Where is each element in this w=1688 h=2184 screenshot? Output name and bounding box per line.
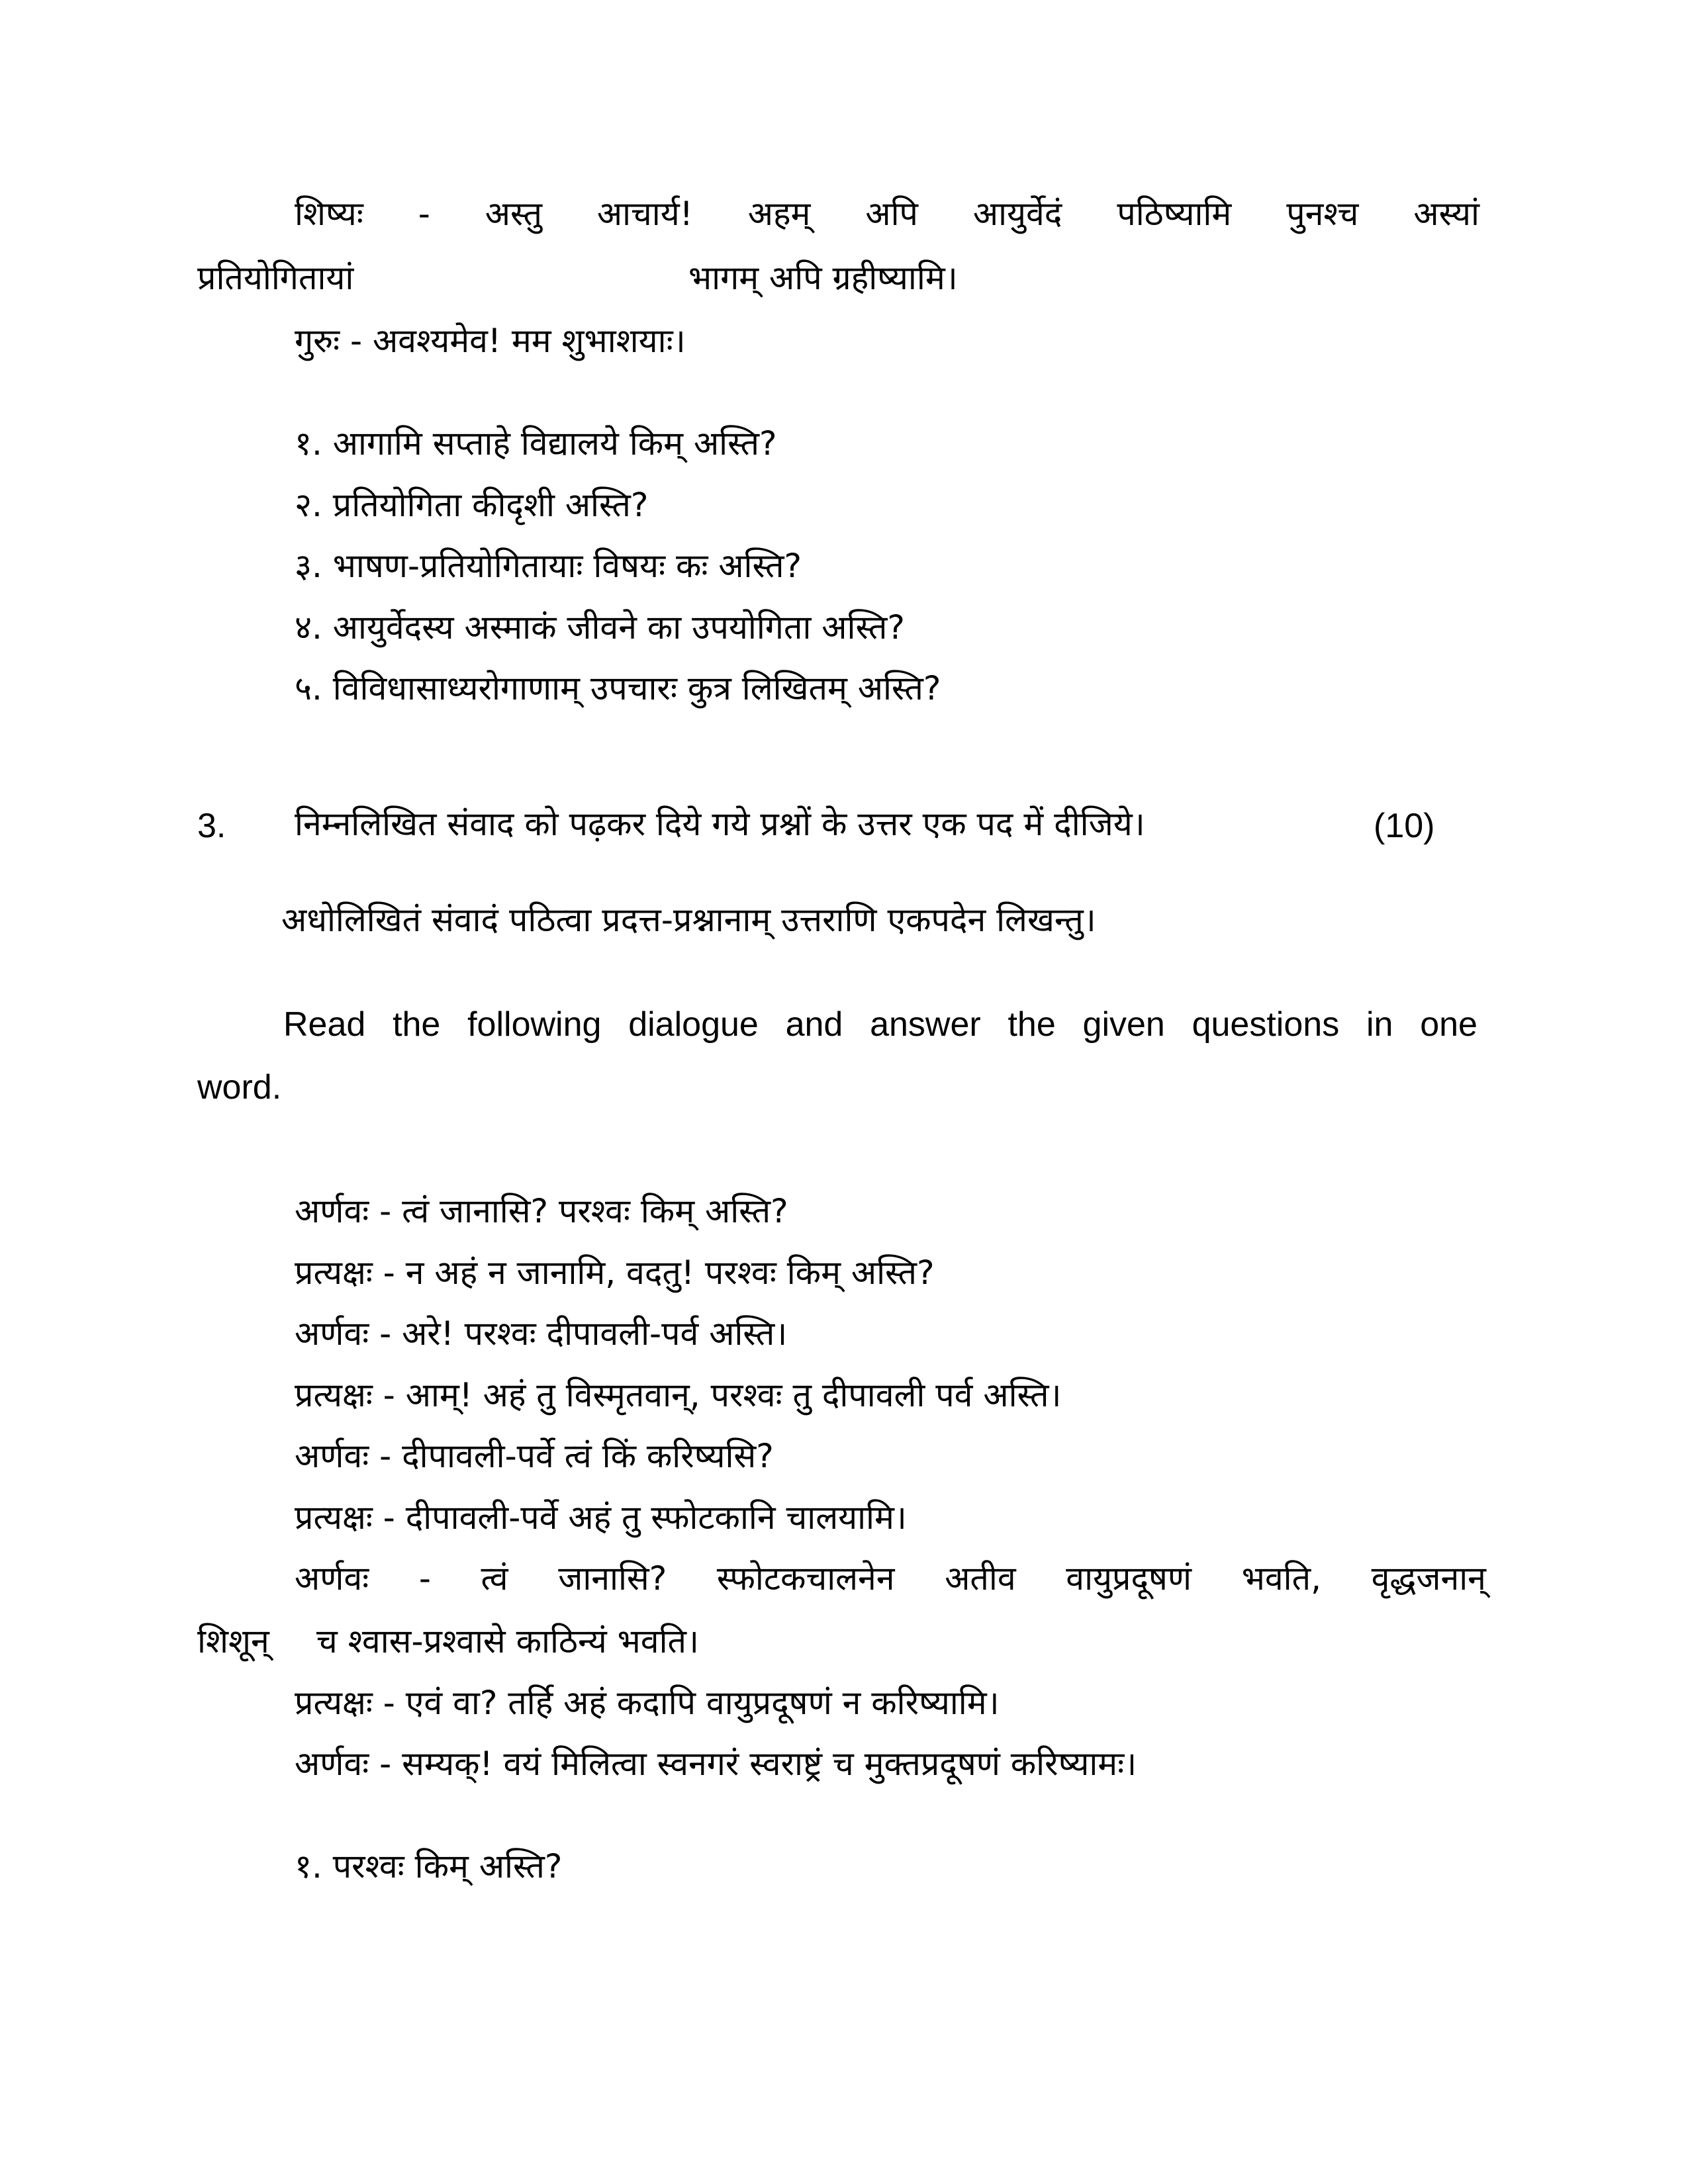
question-item: ५. विविधासाध्यरोगाणाम् उपचारः कुत्र लिखितम् अस्ति? <box>295 669 941 707</box>
question-item: १. परश्वः किम् अस्ति? <box>295 1847 563 1886</box>
word: dialogue <box>628 1005 759 1044</box>
word: अतीव <box>945 1559 1016 1598</box>
dialogue-line: अर्णवः - सम्यक्! वयं मिलित्वा स्वनगरं स्वराष्ट्रं च मुक्तप्रदूषणं करिष्यामः। <box>295 1745 1137 1783</box>
word: following <box>467 1005 602 1044</box>
word: अहम् <box>747 195 811 233</box>
shishya-line-2-part-1: प्रतियोगितायां <box>197 259 354 297</box>
word: पठिष्यामि <box>1117 195 1232 233</box>
word: the <box>393 1005 441 1044</box>
word: वृद्धजनान् <box>1371 1559 1486 1598</box>
word: the <box>1008 1005 1056 1044</box>
word: अस्तु <box>485 195 542 233</box>
dialogue-line: प्रत्यक्षः - आम्! अहं तु विस्मृतवान्, परश्वः तु दीपावली पर्व अस्ति। <box>295 1376 1062 1414</box>
dialogue-line-long-2-part-1: शिशून् <box>197 1622 269 1661</box>
word: अस्यां <box>1413 195 1479 233</box>
dialogue-line-long-2-part-2: च श्वास-प्रश्वासे काठिन्यं भवति। <box>316 1622 699 1661</box>
section-instruction-english-line-2: word. <box>197 1068 282 1107</box>
dialogue-line: अर्णवः - अरे! परश्वः दीपावली-पर्व अस्ति। <box>295 1314 788 1353</box>
word: answer <box>870 1005 981 1044</box>
question-item: ४. आयुर्वेदस्य अस्माकं जीवने का उपयोगिता अस्ति? <box>295 608 905 647</box>
word: given <box>1082 1005 1165 1044</box>
word: पुनश्च <box>1286 195 1359 233</box>
word: आयुर्वेदं <box>972 195 1062 233</box>
word: - <box>418 1559 431 1598</box>
section-number: 3. <box>197 807 226 845</box>
word: Read <box>283 1005 366 1044</box>
word: शिष्यः <box>295 195 363 233</box>
word: भवति, <box>1241 1559 1321 1598</box>
word: जानासि? <box>558 1559 667 1598</box>
dialogue-line: अर्णवः - दीपावली-पर्वे त्वं किं करिष्यसि? <box>295 1437 774 1475</box>
section-instruction-hindi: निम्नलिखित संवाद को पढ़कर दिये गये प्रश्नों के उत्तर एक पद में दीजिये। <box>295 805 1145 843</box>
word: - <box>418 195 430 233</box>
word: one <box>1420 1005 1477 1044</box>
shishya-line-1 <box>295 195 1479 233</box>
dialogue-line: प्रत्यक्षः - न अहं न जानामि, वदतु! परश्वः किम् अस्ति? <box>295 1253 935 1292</box>
dialogue-line: अर्णवः - त्वं जानासि? परश्वः किम् अस्ति? <box>295 1192 788 1230</box>
guru-line: गुरुः - अवश्यमेव! मम शुभाशयाः। <box>295 322 686 360</box>
word: आचार्य! <box>596 195 693 233</box>
word: in <box>1366 1005 1393 1044</box>
question-item: २. प्रतियोगिता कीदृशी अस्ति? <box>295 486 649 524</box>
section-marks: (10) <box>1374 807 1435 845</box>
dialogue-line: प्रत्यक्षः - दीपावली-पर्वे अहं तु स्फोटकानि चालयामि। <box>295 1498 907 1537</box>
question-item: ३. भाषण-प्रतियोगितायाः विषयः कः अस्ति? <box>295 547 802 585</box>
word: त्वं <box>481 1559 508 1598</box>
question-item: १. आगामि सप्ताहे विद्यालये किम् अस्ति? <box>295 424 777 463</box>
word: वायुप्रदूषणं <box>1066 1559 1192 1598</box>
word: अर्णवः <box>295 1559 369 1598</box>
section-instruction-sanskrit: अधोलिखितं संवादं पठित्वा प्रदत्त-प्रश्नानाम् उत्तराणि एकपदेन लिखन्तु। <box>281 901 1096 939</box>
word: स्फोटकचालनेन <box>716 1559 895 1598</box>
dialogue-line: प्रत्यक्षः - एवं वा? तर्हि अहं कदापि वायुप्रदूषणं न करिष्यामि। <box>295 1684 1000 1722</box>
word: अपि <box>865 195 918 233</box>
dialogue-line-long-1 <box>295 1559 1486 1598</box>
shishya-line-2-part-2: भागम् अपि ग्रहीष्यामि। <box>688 259 958 297</box>
word: and <box>785 1005 843 1044</box>
section-instruction-english-line-1 <box>283 1007 1477 1042</box>
word: questions <box>1192 1005 1340 1044</box>
